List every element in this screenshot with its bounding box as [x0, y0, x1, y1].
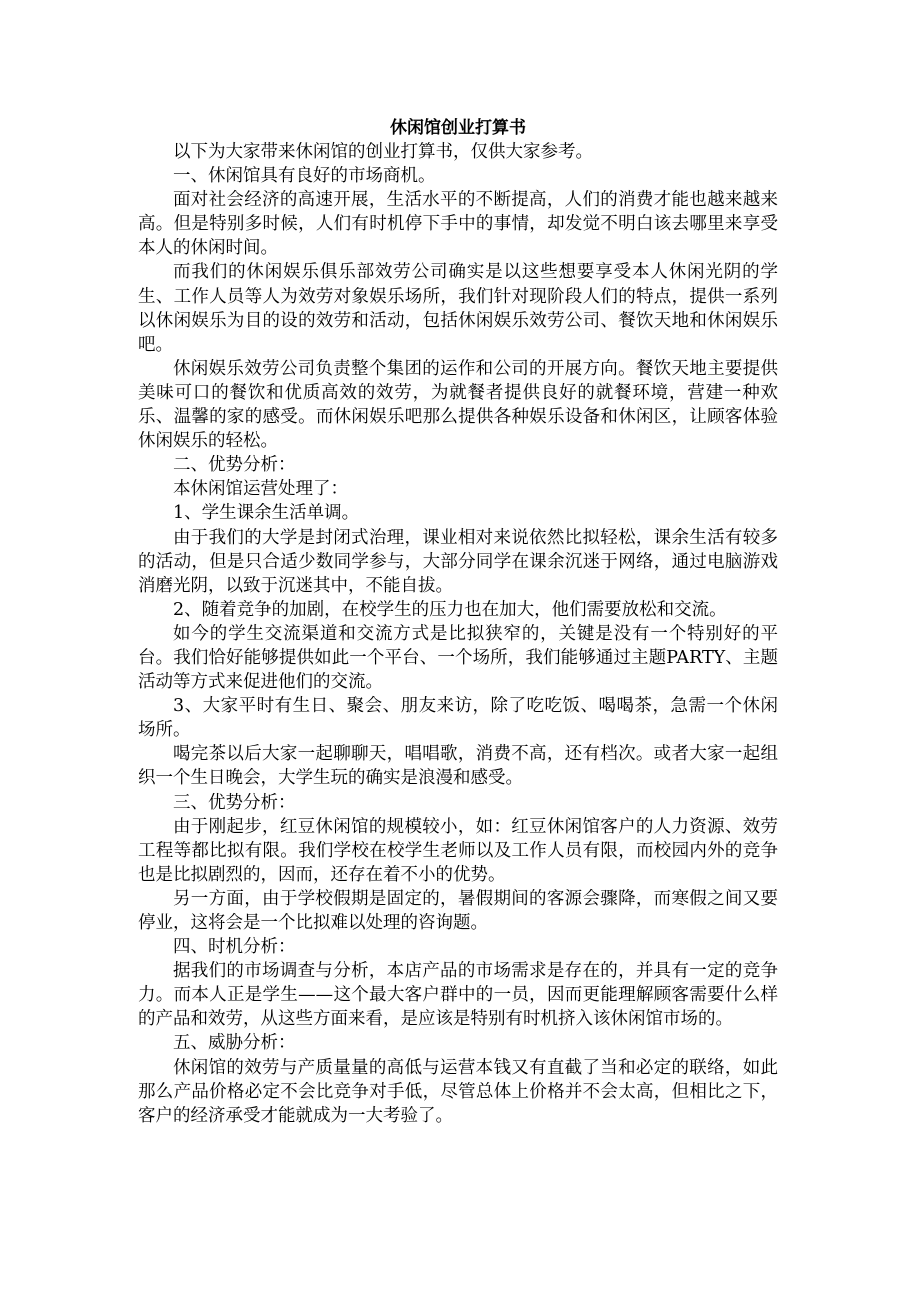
paragraph: 喝完茶以后大家一起聊聊天，唱唱歌，消费不高，还有档次。或者大家一起组织一个生日晚会，大学生玩的确实是浪漫和感受。 [138, 744, 778, 789]
paragraph: 另一方面，由于学校假期是固定的，暑假期间的客源会骤降，而寒假之间又要停业，这将会是一个比拟难以处理的咨询题。 [138, 888, 778, 933]
heading-section-4: 四、时机分析： [173, 937, 296, 958]
paragraph: 据我们的市场调查与分析，本店产品的市场需求是存在的，并具有一定的竞争力。而本人正是学生——这个最大客户群中的一员，因而更能理解顾客需要什么样的产品和效劳，从这些方面来看，是应该是特别有时机挤入该休闲馆市场的。 [138, 961, 778, 1030]
paragraph: 面对社会经济的高速开展，生活水平的不断提高，人们的消费才能也越来越来高。但是特别多时候，人们有时机停下手中的事情，却发觉不明白该去哪里来享受本人的休闲时间。 [138, 190, 778, 259]
document-page [138, 116, 778, 1128]
heading-section-2: 二、优势分析： [173, 455, 296, 476]
paragraph-intro: 以下为大家带来休闲馆的创业打算书，仅供大家参考。 [173, 142, 593, 162]
list-item-1: 1、学生课余生活单调。 [173, 503, 360, 524]
document-title: 休闲馆创业打算书 [390, 118, 526, 138]
heading-section-1: 一、休闲馆具有良好的市场商机。 [173, 166, 436, 187]
heading-section-5: 五、威胁分析： [173, 1033, 296, 1054]
paragraph: 休闲馆的效劳与产质量量的高低与运营本钱又有直截了当和必定的联络，如此那么产品价格必定不会比竞争对手低，尽管总体上价格并不会太高，但相比之下，客户的经济承受才能就成为一大考验了。 [138, 1057, 778, 1126]
paragraph: 本休闲馆运营处理了： [173, 479, 348, 500]
paragraph: 休闲娱乐效劳公司负责整个集团的运作和公司的开展方向。餐饮天地主要提供美味可口的餐饮和优质高效的效劳，为就餐者提供良好的就餐环境，营建一种欢乐、温馨的家的感受。而休闲娱乐吧那么提供各种娱乐设备和休闲区，让顾客体验休闲娱乐的轻松。 [138, 358, 778, 452]
paragraph: 由于我们的大学是封闭式治理，课业相对来说依然比拟轻松，课余生活有较多的活动，但是只合适少数同学参与，大部分同学在课余沉迷于网络，通过电脑游戏消磨光阴，以致于沉迷其中，不能自拔。 [138, 527, 778, 596]
list-item-2: 2、随着竞争的加剧，在校学生的压力也在加大，他们需要放松和交流。 [173, 599, 727, 620]
paragraph: 如今的学生交流渠道和交流方式是比拟狭窄的，关键是没有一个特别好的平台。我们恰好能够提供如此一个平台、一个场所，我们能够通过主题PARTY、主题活动等方式来促进他们的交流。 [138, 623, 778, 693]
paragraph: 而我们的休闲娱乐俱乐部效劳公司确实是以这些想要享受本人休闲光阴的学生、工作人员等人为效劳对象娱乐场所，我们针对现阶段人们的特点，提供一系列以休闲娱乐为目的设的效劳和活动，包括休闲娱乐效劳公司、餐饮天地和休闲娱乐吧。 [138, 262, 778, 355]
list-item-3: 3、大家平时有生日、聚会、朋友来访，除了吃吃饭、喝喝茶，急需一个休闲场所。 [138, 696, 778, 741]
paragraph: 由于刚起步，红豆休闲馆的规模较小，如：红豆休闲馆客户的人力资源、效劳工程等都比拟有限。我们学校在校学生老师以及工作人员有限，而校园内外的竞争也是比拟剧烈的，因而，还存在着不小的优势。 [138, 816, 778, 885]
heading-section-3: 三、优势分析： [173, 792, 296, 813]
